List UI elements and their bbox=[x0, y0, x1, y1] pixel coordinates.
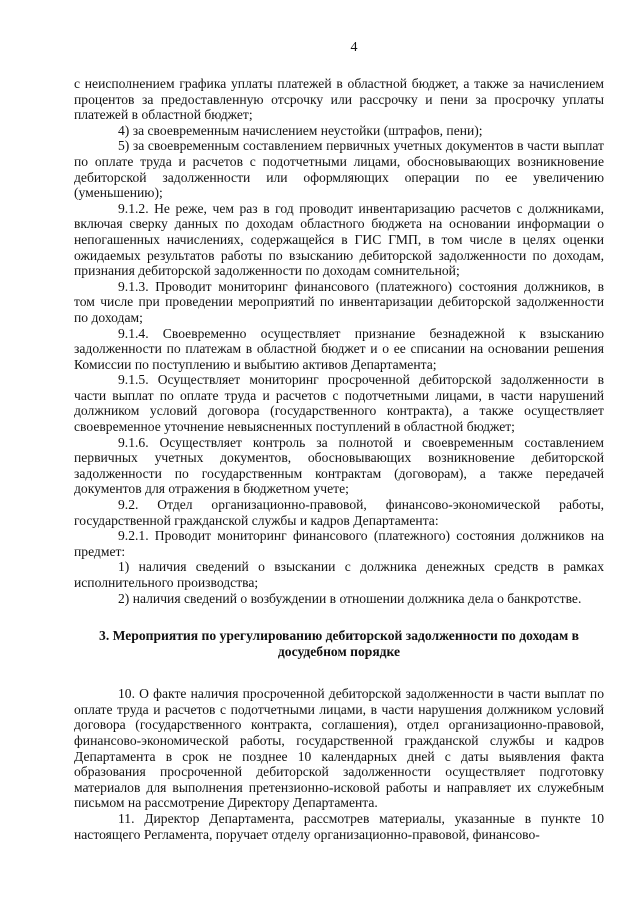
paragraph-subitem-1: 1) наличия сведений о взыскании с должника денежных средств в рамках исполнительного производства; bbox=[74, 559, 604, 590]
paragraph-10: 10. О факте наличия просроченной дебиторской задолженности в части выплат по оплате труда и расчетов с подотчетными лицами, в части нарушения должником условий договора (государственного контракта, соглашения), отдел организационно-правовой, финансово-экономической работы, государственной гражданской службы и кадров Департамента в срок не позднее 10 календарных дней с даты выявления факта образования просроченной дебиторской задолженности осуществляет подготовку материалов для выполнения претензионно-исковой работы и направляет их служебным письмом на рассмотрение Директору Департамента. bbox=[74, 686, 604, 811]
paragraph-9-1-4: 9.1.4. Своевременно осуществляет признание безнадежной к взысканию задолженности по платежам в областной бюджет и о ее списании на основании решения Комиссии по поступлению и выбытию активов Департамента; bbox=[74, 325, 604, 372]
paragraph-11: 11. Директор Департамента, рассмотрев материалы, указанные в пункте 10 настоящего Регламента, поручает отделу организационно-правовой, финансово- bbox=[74, 810, 604, 842]
paragraph-item-4: 4) за своевременным начислением неустойки (штрафов, пени); bbox=[118, 122, 483, 138]
paragraph-item-5: 5) за своевременным составлением первичных учетных документов в части выплат по оплате труда и расчетов с подотчетными лицами, обосновывающих возникновение дебиторской задолженности или оформляющих операции по ее увеличению (уменьшению); bbox=[74, 138, 604, 201]
paragraph-9-1-3: 9.1.3. Проводит мониторинг финансового (платежного) состояния должников, в том числе при проведении мероприятий по инвентаризации дебиторской задолженности по доходам; bbox=[74, 278, 604, 325]
paragraph-subitem-2: 2) наличия сведений о возбуждении в отношении должника дела о банкротстве. bbox=[118, 590, 582, 606]
paragraph-9-1-6: 9.1.6. Осуществляет контроль за полнотой и своевременным составлением первичных учетных документов, обосновывающих возникновение дебиторской задолженности по государственным контрактам (договорам), а также передачей документов для отражения в бюджетном учете; bbox=[74, 434, 604, 497]
paragraph-9-2: 9.2. Отдел организационно-правовой, финансово-экономической работы, государственной гражданской службы и кадров Департамента: bbox=[74, 497, 604, 528]
section-3-heading: 3. Мероприятия по урегулированию дебиторской задолженности по доходам в досудебном порядке bbox=[99, 628, 579, 660]
paragraph-9-1-2: 9.1.2. Не реже, чем раз в год проводит инвентаризацию расчетов с должниками, включая сверку данных по доходам областного бюджета на основании информации о непогашенных начислениях, содержащейся в ГИС ГМП, в том числе в целях оценки ожидаемых результатов работы по взысканию дебиторской задолженности по доходам, признания дебиторской задолженности по доходам сомнительной; bbox=[74, 200, 604, 279]
paragraph-continuation: с неисполнением графика уплаты платежей в областной бюджет, а также за начислением процентов за предоставленную отсрочку или рассрочку и пени за просрочку уплаты платежей в областной бюджет; bbox=[74, 76, 604, 123]
page-number: 4 bbox=[350, 40, 358, 55]
paragraph-9-1-5: 9.1.5. Осуществляет мониторинг просроченной дебиторской задолженности в части выплат по оплате труда и расчетов с подотчетными лицами, в части нарушений должником условий договора (государственного контракта), а также осуществляет своевременное уточнение невыясненных поступлений в областной бюджет; bbox=[74, 372, 604, 435]
paragraph-9-2-1: 9.2.1. Проводит мониторинг финансового (платежного) состояния должников на предмет: bbox=[74, 528, 604, 559]
